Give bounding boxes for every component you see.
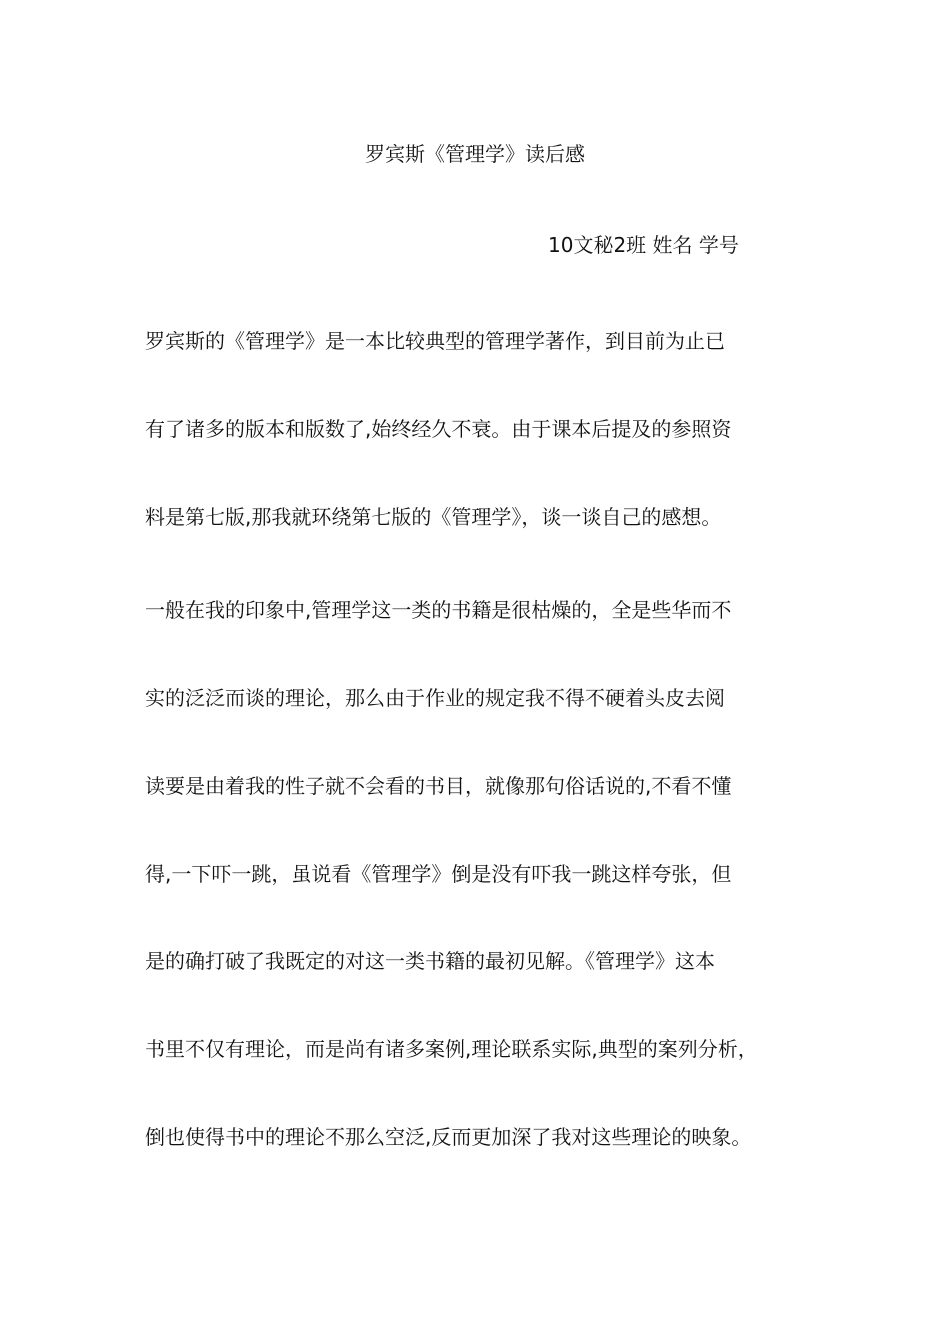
paragraph-2-line-4: 得,一下吓一跳，虽说看《管理学》倒是没有吓我一跳这样夸张，但 xyxy=(145,862,732,886)
paragraph-2-line-5: 是的确打破了我既定的对这一类书籍的最初见解。《管理学》这本 xyxy=(145,949,715,973)
author-line: 10文秘2班 姓名 学号 xyxy=(548,233,739,257)
paragraph-2-line-2: 实的泛泛而谈的理论，那么由于作业的规定我不得不硬着头皮去阅 xyxy=(145,686,725,710)
paragraph-1-line-1: 罗宾斯的《管理学》是一本比较典型的管理学著作，到目前为止已 xyxy=(145,329,725,353)
document-title: 罗宾斯《管理学》读后感 xyxy=(365,142,585,166)
paragraph-2-line-7: 倒也使得书中的理论不那么空泛,反而更加深了我对这些理论的映象。 xyxy=(145,1125,752,1149)
paragraph-2-line-3: 读要是由着我的性子就不会看的书目，就像那句俗话说的,不看不懂 xyxy=(145,774,732,798)
paragraph-2-line-1: 一般在我的印象中,管理学这一类的书籍是很枯燥的，全是些华而不 xyxy=(145,598,732,622)
paragraph-1-line-2: 有了诸多的版本和版数了,始终经久不衰。由于课本后提及的参照资 xyxy=(145,417,732,441)
paragraph-1-line-3: 料是第七版,那我就环绕第七版的《管理学》，谈一谈自己的感想。 xyxy=(145,505,722,529)
paragraph-2-line-6: 书里不仅有理论，而是尚有诸多案例,理论联系实际,典型的案列分析， xyxy=(145,1037,758,1061)
